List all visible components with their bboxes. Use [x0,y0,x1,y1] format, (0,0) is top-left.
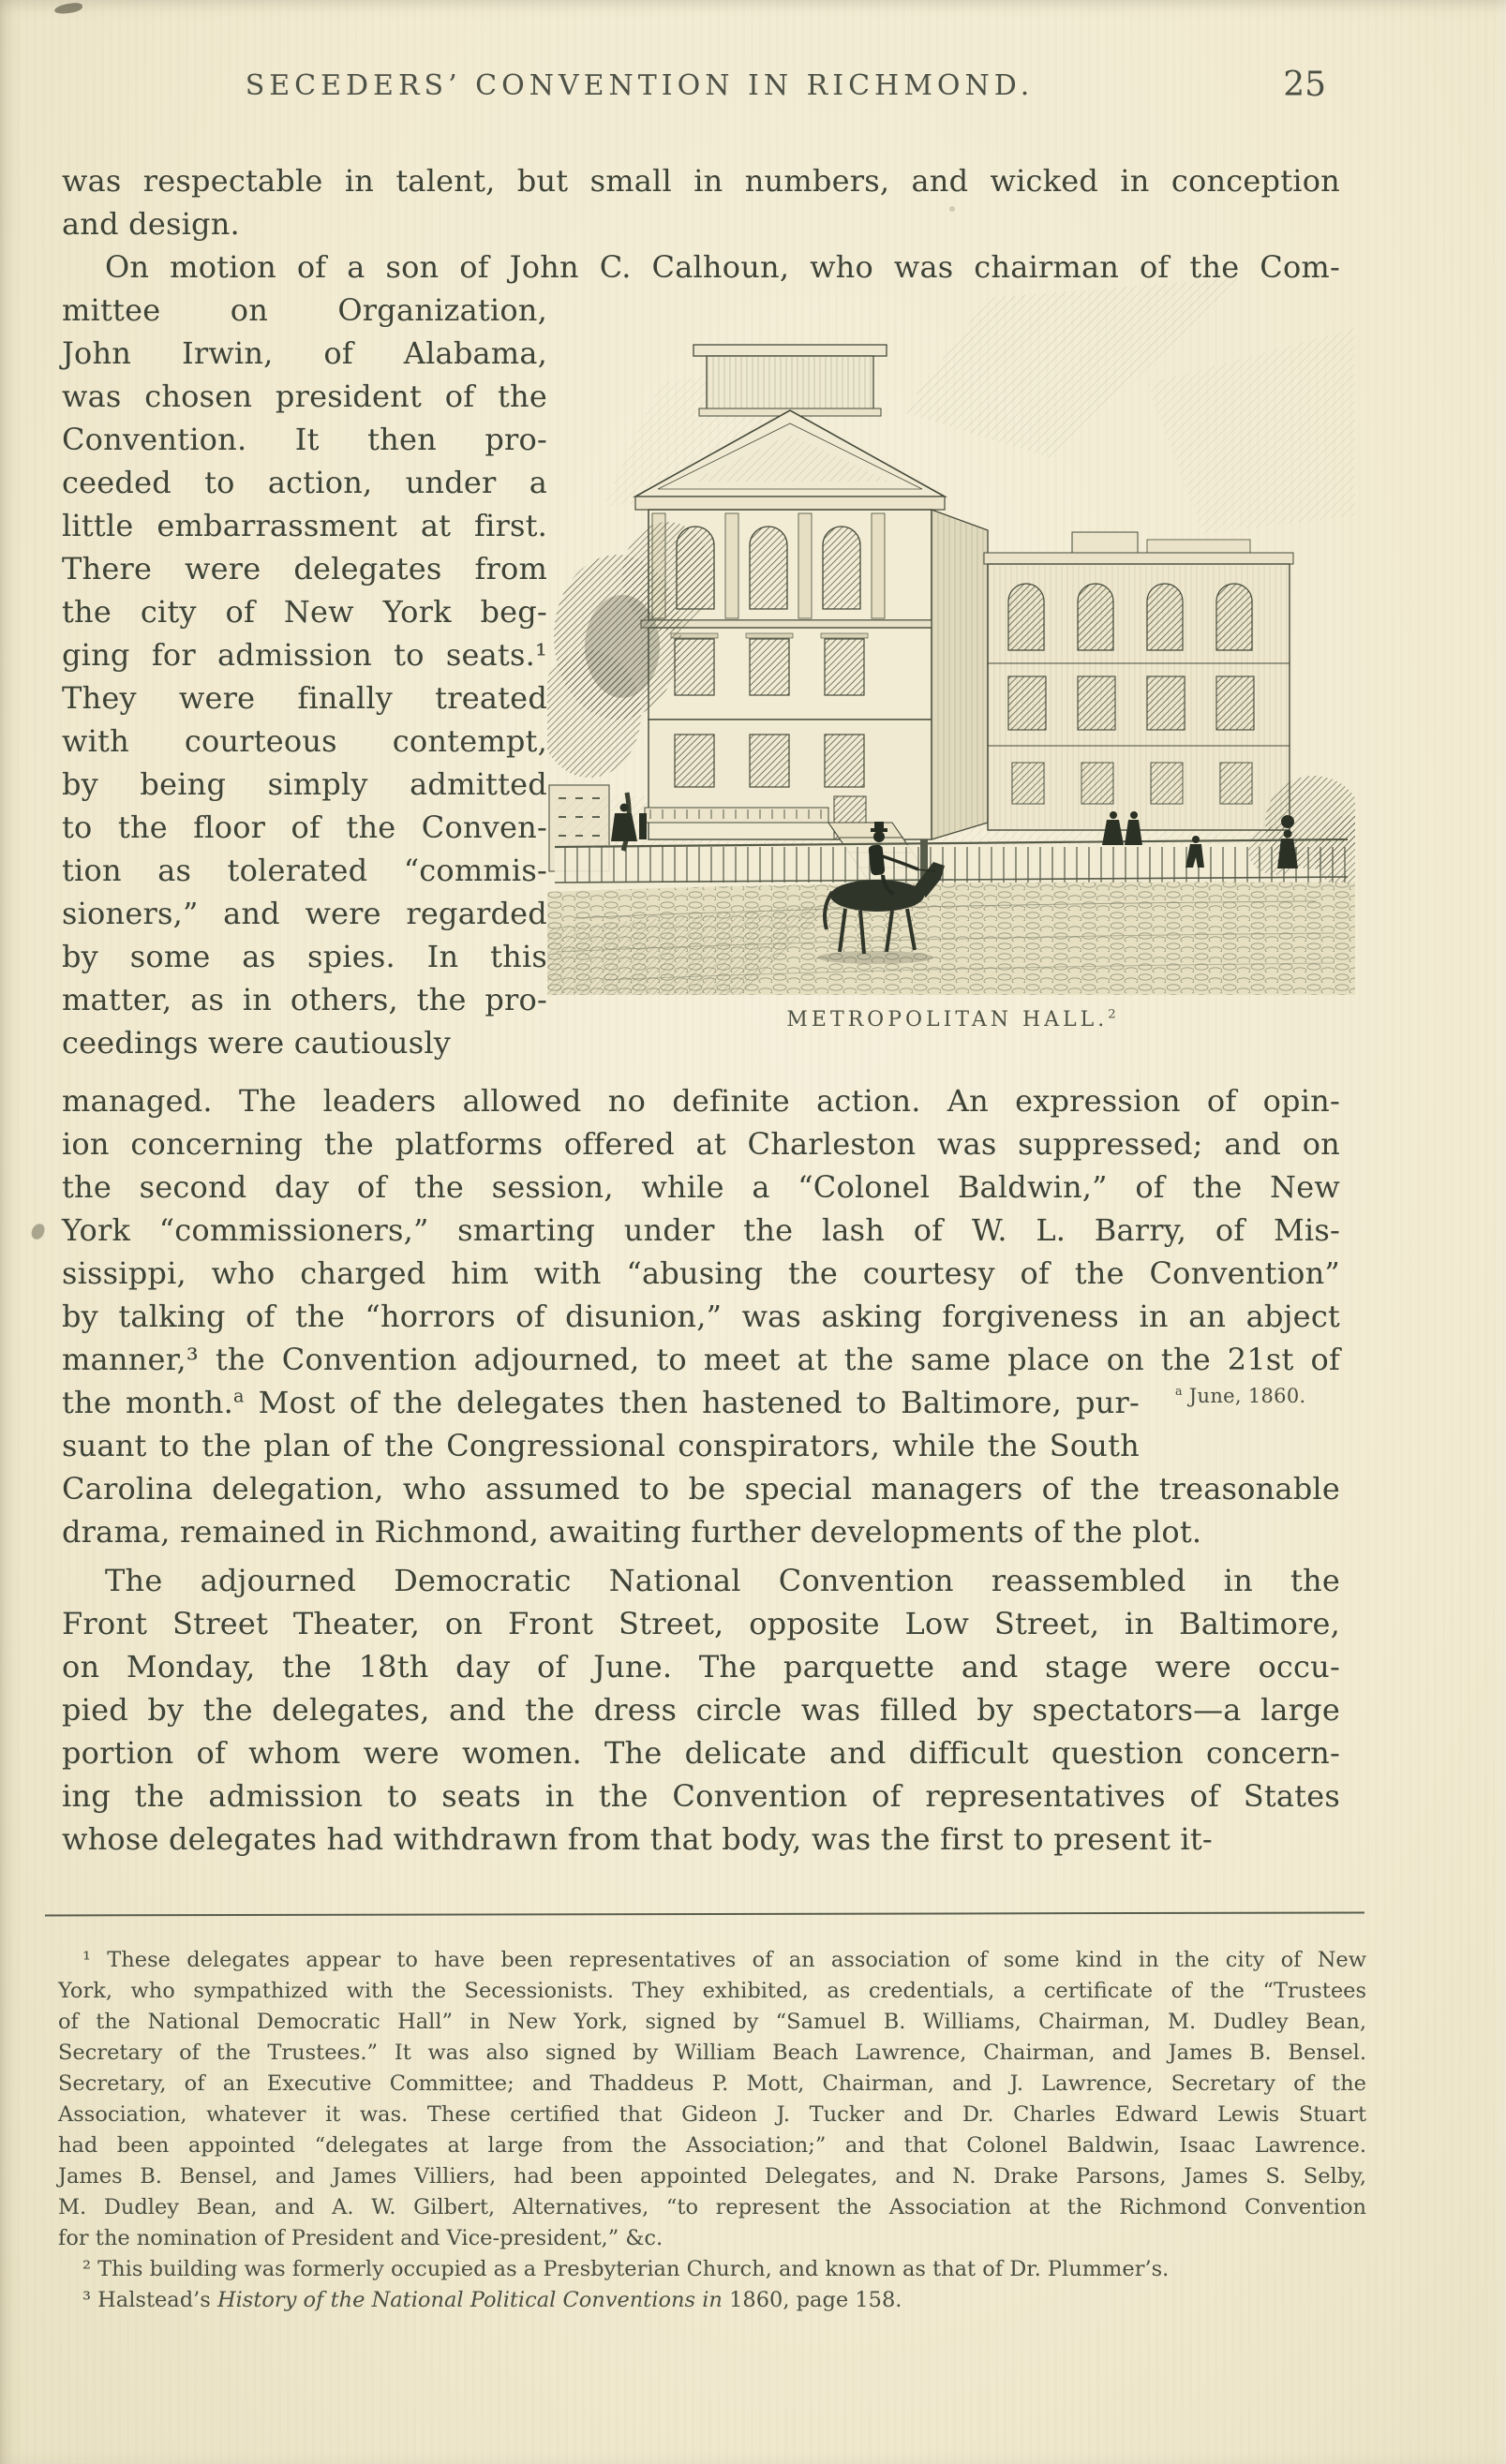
note-text: June, 1860. [1182,1385,1306,1407]
text-line: was respectable in talent, but small in numbers, and wicked in conception [62,163,1340,199]
text-segment: the month. [62,1385,234,1420]
text-segment: ³ Halstead’s [82,2288,217,2312]
footnote-line: Secretary, of an Executive Committee; and Thaddeus P. Mott, Chairman, and J. Lawrence, Secretary of the [58,2071,1366,2096]
text-line: Carolina delegation, who assumed to be special managers of the treasonable [62,1471,1340,1507]
footnote-marker-a: a [233,1385,245,1407]
text-line: The adjourned Democratic National Convention reassembled in the [105,1563,1340,1598]
paragraph-2-rest [62,1079,1340,1553]
text-line: portion of whom were women. The delicate and difficult question concern- [62,1735,1340,1771]
text-line: manner,³ the Convention adjourned, to meet at the same place on the 21st of [62,1342,1340,1377]
text-line: ging for admission to seats.¹ [62,637,547,673]
text-line: by some as spies. In this [62,939,547,974]
text-line: by being simply admitted [62,766,547,802]
text-line: to the floor of the Conven- [62,809,547,845]
text-line: ceeded to action, under a [62,465,547,500]
text-line: Convention. It then pro- [62,422,547,457]
footnote-line [58,2285,1366,2316]
text-line: matter, as in others, the pro- [62,982,547,1017]
text-line: They were finally treated [62,680,547,716]
text-line: and design. [62,206,240,242]
text-line: pied by the delegates, and the dress circle was filled by spectators—a large [62,1692,1340,1728]
page-number: 25 [1283,66,1326,104]
footnote-line: for the nomination of President and Vice-president,” &c. [58,2226,664,2250]
text-line: There were delegates from [62,551,547,586]
text-segment: Most of the delegates then hastened to Baltimore, pur- [244,1385,1141,1420]
text-line: was chosen president of the [62,379,547,414]
text-segment: 1860, page 158. [722,2288,902,2312]
street [547,882,1355,995]
paragraph-3 [62,1559,1340,1861]
footnote-line: ² This building was formerly occupied as a Presbyterian Church, and known as that of Dr. Plummer’s. [82,2257,1170,2281]
text-line: On motion of a son of John C. Calhoun, who was chairman of the Com- [105,249,1340,285]
ink-fleck [30,1223,46,1241]
text-line: ceedings were cautiously [62,1025,452,1061]
note-marker-a: a [1175,1384,1183,1398]
metropolitan-hall-engraving [547,272,1355,995]
paragraph-continuation [62,159,1340,245]
paragraph-2-column [62,289,547,1064]
text-line: the city of New York beg- [62,594,547,630]
page-title: SECEDERS’ CONVENTION IN RICHMOND. [245,69,1035,102]
footnotes [58,1945,1366,2316]
text-line: Front Street Theater, on Front Street, opposite Low Street, in Baltimore, [62,1606,1340,1641]
margin-date-note [1175,1385,1305,1407]
engraving-figure [547,272,1355,1032]
text-line: whose delegates had withdrawn from that body, was the first to present it- [62,1821,1213,1857]
fence [555,839,1348,888]
footnote-divider [45,1912,1364,1917]
text-line: the second day of the session, while a “Colonel Baldwin,” of the New [62,1169,1340,1205]
footnote-line: had been appointed “delegates at large from the Association;” and that Colonel Baldwin, Isaac Lawrence. [58,2133,1366,2158]
book-title: History of the National Political Conventions in [216,2288,723,2312]
text-line: with courteous contempt, [62,723,547,759]
text-line: little embarrassment at first. [62,508,547,543]
right-wing [984,532,1293,830]
figure-caption-text: METROPOLITAN HALL. [786,1008,1109,1032]
ink-fleck [53,2,82,15]
footnote-line: Secretary of the Trustees.” It was also signed by William Beach Lawrence, Chairman, and James B. Bensel. [58,2041,1366,2065]
text-line: sioners,” and were regarded [62,896,547,931]
text-line: by talking of the “horrors of disunion,” was asking forgiveness in an abject [62,1299,1340,1334]
text-line: John Irwin, of Alabama, [62,335,547,371]
footnote-line: ¹ These delegates appear to have been representatives of an association of some kind in the city of New [82,1948,1366,1972]
footnote-line: James B. Bensel, and James Villiers, had been appointed Delegates, and N. Drake Parsons, James S. Selby, [58,2164,1366,2189]
footnote-line: M. Dudley Bean, and A. W. Gilbert, Alternatives, “to represent the Association at the Richmond Convention [58,2195,1366,2219]
text-line: ing the admission to seats in the Convention of representatives of States [62,1778,1340,1814]
figure-caption [547,1008,1355,1032]
text-line: on Monday, the 18th day of June. The parquette and stage were occu- [62,1649,1340,1685]
text-line: tion as tolerated “commis- [62,853,547,888]
footnote-line: York, who sympathized with the Secessionists. They exhibited, as credentials, a certificate of the “Trustees [58,1979,1366,2003]
text-line: York “commissioners,” smarting under the lash of W. L. Barry, of Mis- [62,1212,1340,1248]
text-line [62,1381,1140,1424]
running-head [66,66,1326,112]
text-line: drama, remained in Richmond, awaiting further developments of the plot. [62,1514,1202,1550]
text-line: mittee on Organization, [62,292,547,328]
text-line: managed. The leaders allowed no definite action. An expression of opin- [62,1083,1340,1119]
text-line: sissippi, who charged him with “abusing the courtesy of the Convention” [62,1255,1340,1291]
footnote-line: Association, whatever it was. These certified that Gideon J. Tucker and Dr. Charles Edward Lewis Stuart [58,2102,1366,2127]
text-line: suant to the plan of the Congressional conspirators, while the South [62,1428,1140,1463]
text-line: ion concerning the platforms offered at Charleston was suppressed; and on [62,1126,1340,1162]
caption-footnote-marker: 2 [1108,1007,1116,1022]
footnote-line: of the National Democratic Hall” in New York, signed by “Samuel B. Williams, Chairman, M. Dudley Bean, [58,2010,1366,2034]
